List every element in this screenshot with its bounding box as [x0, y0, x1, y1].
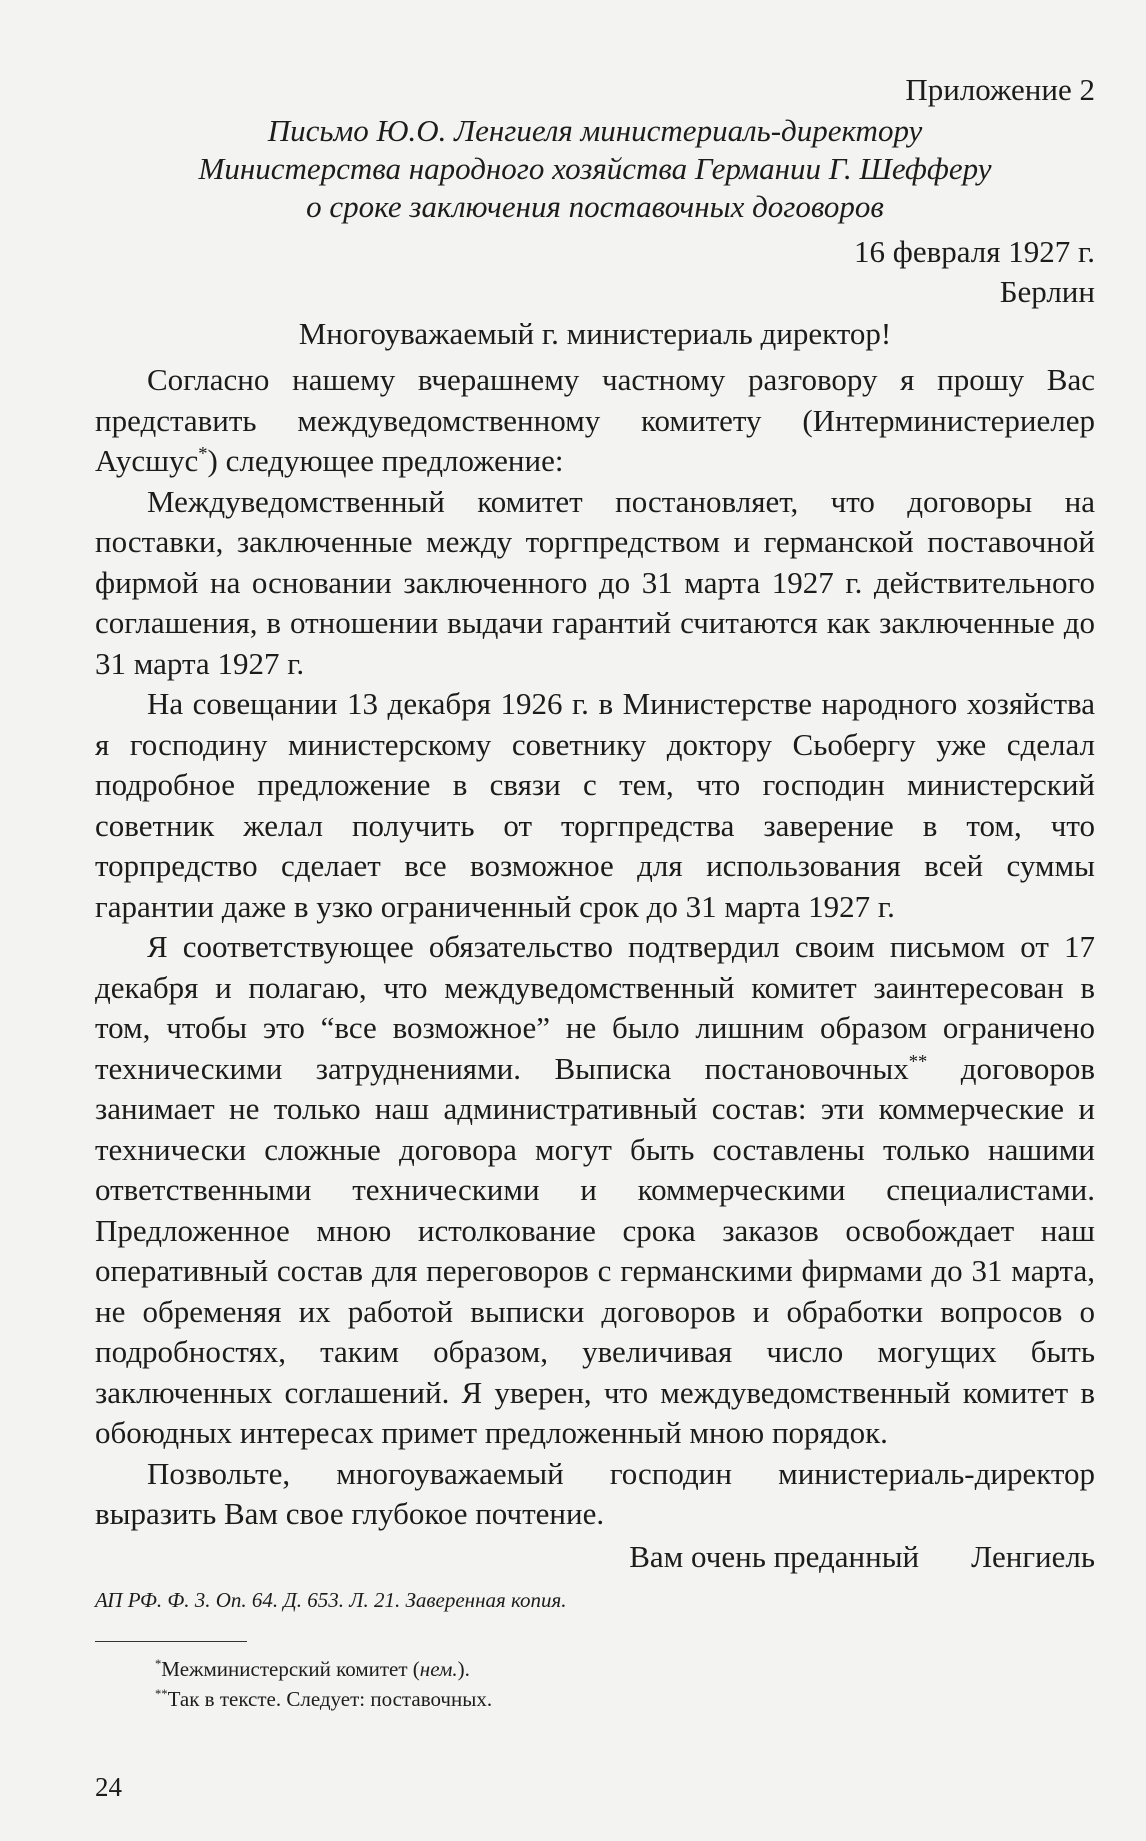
letter-place: Берлин	[999, 274, 1095, 309]
footnote-divider	[95, 1641, 247, 1642]
letter-title	[95, 112, 1095, 226]
appendix-label: Приложение 2	[905, 72, 1095, 107]
salutation: Многоуважаемый г. министериаль директор!	[298, 316, 892, 351]
archive-reference: АП РФ. Ф. 3. Оп. 64. Д. 653. Л. 21. Заверенная копия.	[95, 1587, 567, 1612]
title-line: Министерства народного хозяйства Германии Г. Шефферу	[198, 151, 992, 186]
paragraph-1: Согласно нашему вчерашнему частному разговору я прошу Вас представить междуведомственному комитету (Интерминистериелер Аусшус*) следующее предложение:	[95, 362, 1095, 478]
signoff-phrase: Вам очень преданный	[629, 1538, 920, 1574]
signoff	[95, 1537, 1095, 1577]
signoff-name: Ленгиель	[971, 1538, 1095, 1574]
paragraph-3: На совещании 13 декабря 1926 г. в Министерстве народного хозяйства я господину министерскому советнику доктору Сьобергу уже сделал подробное предложение в связи с тем, что господин министерский советник желал получить от торгпредства заверение в том, что торпредство сделает все возможное для использования всей суммы гарантии даже в узко ограниченный срок до 31 марта 1927 г.	[95, 686, 1095, 924]
footnote-1: *Межминистерский комитет (нем.).	[155, 1656, 470, 1681]
footnote-mark: **	[908, 1051, 928, 1073]
footnotes	[95, 1654, 1095, 1714]
page-content	[95, 70, 1095, 1714]
paragraph-5: Позвольте, многоуважаемый господин министериаль-директор выразить Вам свое глубокое почтение.	[95, 1455, 1095, 1531]
paragraph-2: Междуведомственный комитет постановляет, что договоры на поставки, заключенные между торгпредством и германской поставочной фирмой на основании заключенного до 31 марта 1927 г. действительного соглашения, в отношении выдачи гарантий считаются как заключенные до 31 марта 1927 г.	[95, 483, 1095, 681]
footnote-2: **Так в тексте. Следует: поставочных.	[155, 1686, 493, 1711]
page-number: 24	[95, 1772, 122, 1802]
letter-date: 16 февраля 1927 г.	[854, 234, 1095, 269]
footnote-mark: *	[198, 443, 208, 465]
title-line: о сроке заключения поставочных договоров	[306, 189, 884, 224]
title-line: Письмо Ю.О. Ленгиеля министериаль-директору	[267, 113, 923, 148]
paragraph-4: Я соответствующее обязательство подтвердил своим письмом от 17 декабря и полагаю, что междуведомственный комитет заинтересован в том, чтобы это “все возможное” не было лишним образом ограничено техническими затруднениями. Выписка постановочных** договоров занимает не только наш административный состав: эти коммерческие и технически сложные договора могут быть составлены только нашими ответственными техническими и коммерческими специалистами. Предложенное мною истолкование срока заказов освобождает наш оперативный состав для переговоров с германскими фирмами до 31 марта, не обременяя их работой выписки договоров и обработки вопросов о подробностях, таким образом, увеличивая число могущих быть заключенных соглашений. Я уверен, что междуведомственный комитет в обоюдных интересах примет предложенный мною порядок.	[95, 929, 1095, 1450]
